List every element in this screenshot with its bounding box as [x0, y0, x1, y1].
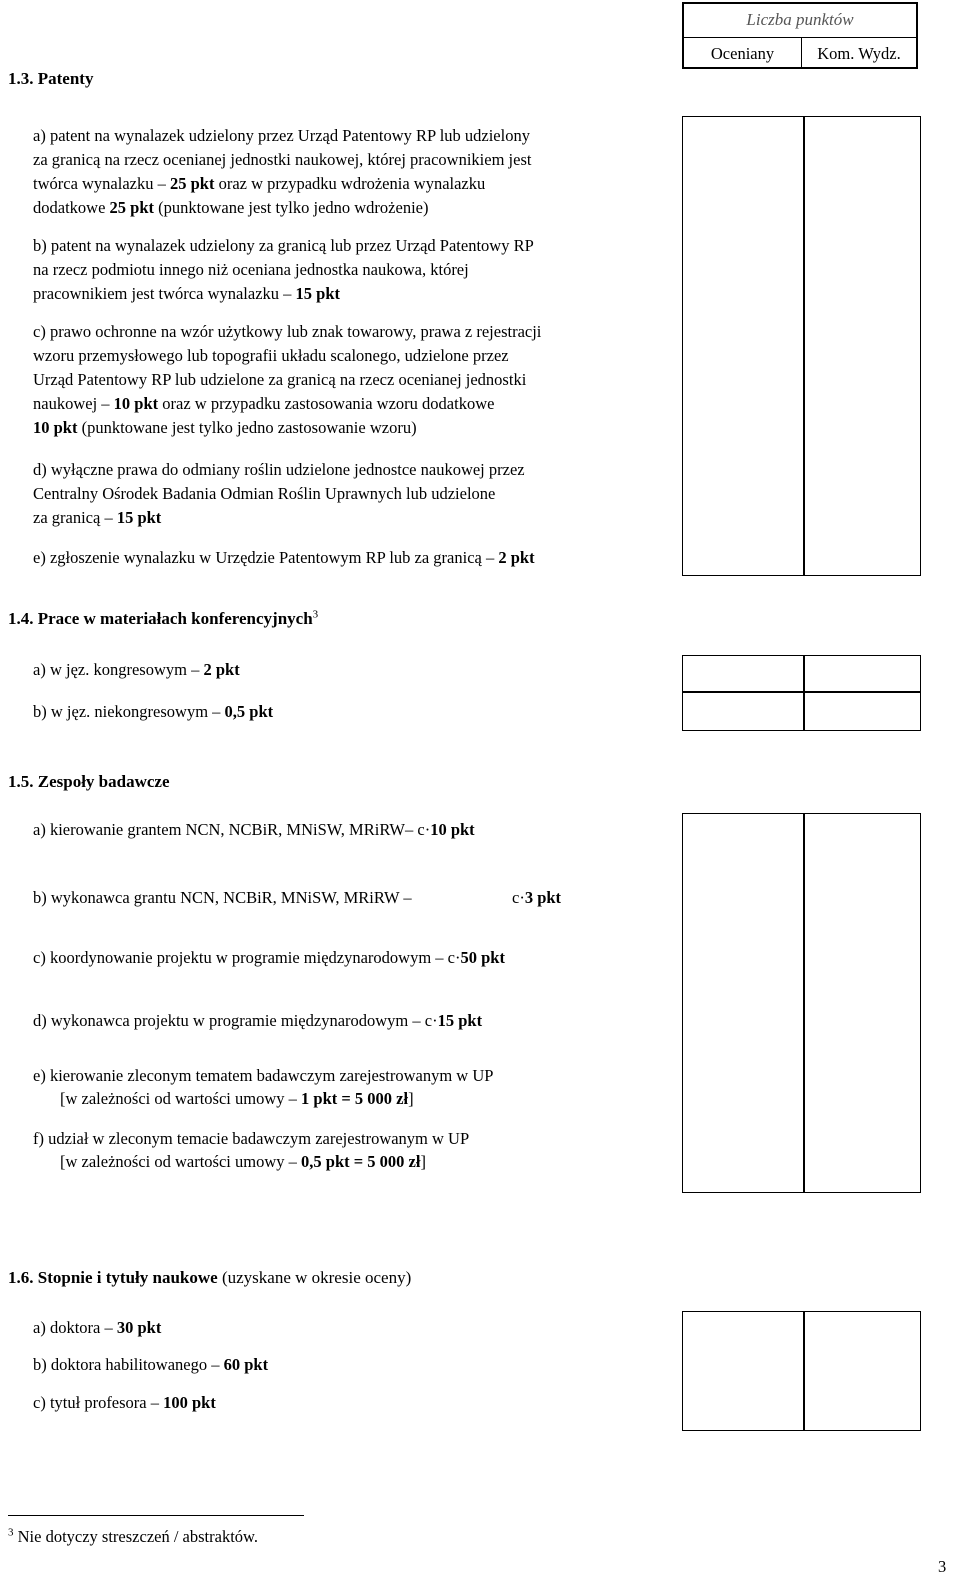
item-d-line: d) wyłączne prawa do odmiany roślin udzielone jednostce naukowej przez — [33, 460, 525, 479]
score-cell-committee[interactable] — [803, 813, 921, 1193]
score-cell-assessed[interactable] — [682, 116, 805, 576]
score-cell-committee[interactable] — [803, 655, 921, 693]
item-c-line: Urząd Patentowy RP lub udzielone za granicą na rzecz ocenianej jednostki — [33, 370, 527, 389]
item-a-line: a) patent na wynalazek udzielony przez Urząd Patentowy RP lub udzielony — [33, 126, 530, 145]
points-header-box — [682, 2, 918, 69]
footnote: $^3$ Nie dotyczy streszczeń / abstraktów. — [8, 1526, 259, 1546]
conf-item-a: a) w jęz. kongresowym – 2 pkt — [33, 660, 240, 679]
item-c-line: c) prawo ochronne na wzór użytkowy lub znak towarowy, prawa z rejestracji — [33, 322, 542, 341]
footnote-ref: 3 — [312, 608, 319, 621]
item-b-line: pracownikiem jest twórca wynalazku – 15 pkt — [33, 284, 341, 303]
team-item-f: f) udział w zleconym temacie badawczym zarejestrowanym w UP — [33, 1129, 470, 1148]
score-cell-assessed[interactable] — [682, 691, 805, 731]
col-committee-header: Kom. Wydz. — [817, 44, 901, 63]
item-e-line: e) zgłoszenie wynalazku w Urzędzie Patentowym RP lub za granicą – 2 pkt — [33, 548, 535, 567]
score-cell-committee[interactable] — [803, 1311, 921, 1431]
score-cell-assessed[interactable] — [682, 655, 805, 693]
team-item-a: a) kierowanie grantem NCN, NCBiR, MNiSW, MRiRW– c·10 pkt — [33, 820, 475, 839]
conf-item-b: b) w jęz. niekongresowym – 0,5 pkt — [33, 702, 274, 721]
team-item-e: e) kierowanie zleconym tematem badawczym zarejestrowanym w UP — [33, 1066, 494, 1085]
team-item-c: c) koordynowanie projektu w programie międzynarodowym – c·50 pkt — [33, 948, 505, 967]
team-item-b: b) wykonawca grantu NCN, NCBiR, MNiSW, MRiRW – — [33, 888, 412, 907]
section-title-research-teams: 1.5. Zespoły badawcze — [8, 772, 170, 791]
score-cell-assessed[interactable] — [682, 1311, 805, 1431]
degree-item-c: c) tytuł profesora – 100 pkt — [33, 1393, 216, 1412]
footnote-separator — [8, 1515, 304, 1516]
item-c-line: wzoru przemysłowego lub topografii układu scalonego, udzielone przez — [33, 346, 509, 365]
section-title-conference: 1.4. Prace w materiałach konferencyjnych$^3$ — [8, 608, 319, 628]
item-a-line: twórca wynalazku – 25 pkt oraz w przypadku wdrożenia wynalazku — [33, 174, 486, 193]
item-a-line: dodatkowe 25 pkt (punktowane jest tylko jedno wdrożenie) — [33, 198, 429, 217]
score-cell-committee[interactable] — [803, 116, 921, 576]
item-b-line: b) patent na wynalazek udzielony za granicą lub przez Urząd Patentowy RP — [33, 236, 534, 255]
item-b-line: na rzecz podmiotu innego niż oceniana jednostka naukowa, której — [33, 260, 469, 279]
team-item-b-points: c·3 pkt — [512, 888, 562, 907]
col-assessed-header: Oceniany — [710, 44, 775, 63]
degree-item-b: b) doktora habilitowanego – 60 pkt — [33, 1355, 269, 1374]
page-number: 3 — [938, 1557, 947, 1576]
score-cell-assessed[interactable] — [682, 813, 805, 1193]
item-d-line: za granicą – 15 pkt — [33, 508, 162, 527]
item-c-line: naukowej – 10 pkt oraz w przypadku zastosowania wzoru dodatkowe — [33, 394, 495, 413]
item-d-line: Centralny Ośrodek Badania Odmian Roślin Uprawnych lub udzielone — [33, 484, 496, 503]
team-item-d: d) wykonawca projektu w programie międzynarodowym – c·15 pkt — [33, 1011, 483, 1030]
section-title-patents: 1.3. Patenty — [8, 69, 94, 88]
item-c-line: 10 pkt (punktowane jest tylko jedno zastosowanie wzoru) — [33, 418, 417, 437]
team-item-f-note: [w zależności od wartości umowy – 0,5 pkt = 5 000 zł] — [60, 1152, 426, 1171]
score-cell-committee[interactable] — [803, 691, 921, 731]
item-a-line: za granicą na rzecz ocenianej jednostki naukowej, której pracownikiem jest — [33, 150, 532, 169]
section-title-degrees: 1.6. Stopnie i tytuły naukowe (uzyskane w okresie oceny) — [8, 1268, 412, 1287]
points-label: Liczba punktów — [746, 10, 854, 29]
degree-item-a: a) doktora – 30 pkt — [33, 1318, 162, 1337]
team-item-e-note: [w zależności od wartości umowy – 1 pkt = 5 000 zł] — [60, 1089, 414, 1108]
